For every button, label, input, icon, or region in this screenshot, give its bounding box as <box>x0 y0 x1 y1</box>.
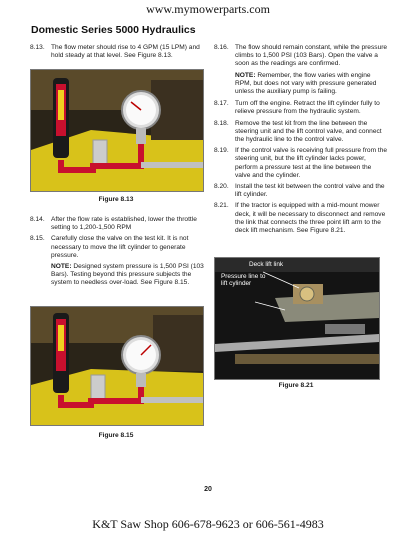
step-number: 8.21. <box>214 202 229 210</box>
step-text: Turn off the engine. Retract the lift cylinder fully to relieve pressure from the hydraulic system. <box>235 100 380 116</box>
pressure-gauge-test-kit-image <box>31 307 203 425</box>
step-text: The flow should remain constant, while the pressure climbs to 1,500 PSI (103 Bars). Open the valve a soon as the readings are confirmed. <box>235 44 388 68</box>
figure-8-21-photo <box>214 257 380 380</box>
step-number: 8.14. <box>30 216 45 223</box>
step-number: 8.16. <box>214 44 229 51</box>
deck-lift-link-label: Deck lift link <box>249 261 284 268</box>
step-8-20 <box>214 183 388 199</box>
note-flow-rpm <box>235 72 388 97</box>
step-8-13 <box>30 44 204 60</box>
figure-caption: Figure 8.21 <box>278 382 314 389</box>
step-number: 8.19. <box>214 147 229 155</box>
pressure-line-label: Pressure line to lift cylinder <box>221 273 266 288</box>
step-text: If the tractor is equipped with a mid-mount mower deck, it will be necessary to disconnect and remove the link that connects the three point lift arm to the deck lift mechanism. See Figure 8.21. <box>235 202 386 235</box>
note-label: NOTE: <box>51 263 72 271</box>
step-8-17 <box>214 100 388 116</box>
note-text: Remember, the flow varies with engine RPM, but does not vary with pressure generated unless the auxiliary pump is failing. <box>235 71 377 96</box>
left-column <box>30 44 204 63</box>
page-title: Domestic Series 5000 Hydraulics <box>31 24 196 36</box>
flow-meter-test-kit-image <box>31 70 203 191</box>
figure-caption: Figure 8.13 <box>98 196 134 203</box>
right-column <box>214 44 388 238</box>
step-text: If the control valve is receiving full pressure from the steering unit, but the lift cylinder lacks power, perform a pressure test at the line between the valve and the cylinder. <box>235 147 388 179</box>
note-design-pressure <box>51 263 204 288</box>
step-8-15 <box>30 235 204 260</box>
left-column-lower <box>30 216 204 292</box>
step-text: Install the test kit between the control valve and the lift cylinder. <box>235 183 385 199</box>
step-number: 8.20. <box>214 183 229 191</box>
step-8-16 <box>214 44 388 69</box>
figure-8-15-photo <box>30 306 204 426</box>
step-number: 8.18. <box>214 119 229 127</box>
step-number: 8.17. <box>214 100 229 108</box>
figure-caption: Figure 8.15 <box>98 432 134 439</box>
figure-8-13-photo <box>30 69 204 192</box>
note-label: NOTE: <box>235 71 256 79</box>
step-8-18 <box>214 120 388 145</box>
step-number: 8.13. <box>30 44 45 51</box>
step-8-19 <box>214 147 388 180</box>
page-number: 20 <box>204 486 212 493</box>
step-text: After the flow rate is established, lower the throttle setting to 1,200-1,500 RPM <box>51 216 197 232</box>
watermark-url[interactable]: www.mymowerparts.com <box>146 2 270 16</box>
step-text: Carefully close the valve on the test kit. It is not necessary to move the lift cylinder to generate pressure. <box>51 235 189 259</box>
footer-contact: K&T Saw Shop 606-678-9623 or 606-561-4983 <box>92 517 324 531</box>
step-8-14 <box>30 216 204 232</box>
note-text: Designed system pressure is 1,500 PSI (103 Bars). Testing beyond this pressure subjects the system to needless over-load. See Figure 8.15. <box>51 263 204 287</box>
step-number: 8.15. <box>30 235 45 243</box>
step-text: The flow meter should rise to 4 GPM (15 LPM) and hold steady at that level. See Figure 8.13. <box>51 44 200 60</box>
step-text: Remove the test kit from the line between the steering unit and the lift control valve, and connect the hydraulic line to the control valve. <box>235 119 382 144</box>
step-8-21 <box>214 202 388 235</box>
